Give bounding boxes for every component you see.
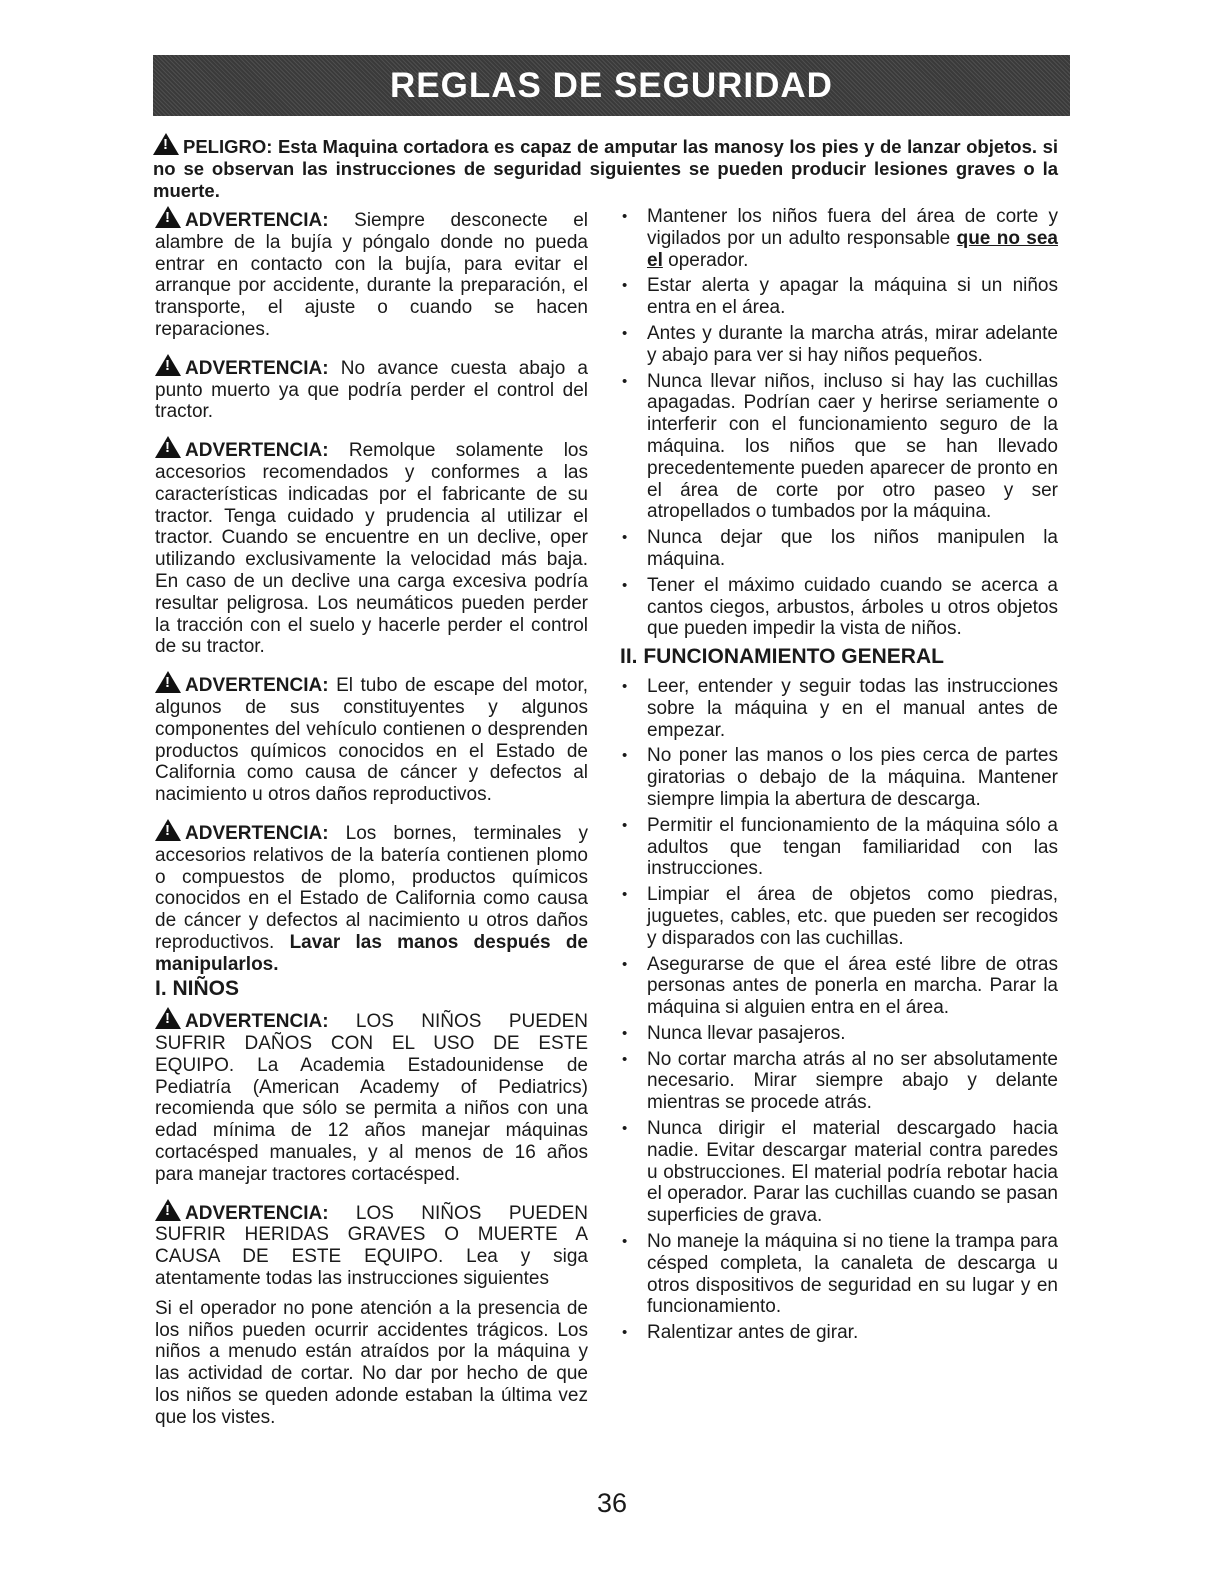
warning-paragraph [155, 436, 588, 658]
list-item: • Limpiar el área de objetos como piedras, juguetes, cables, etc. que pueden ser recogidos y disparados con las cuchillas. [620, 884, 1058, 949]
list-item: • Ralentizar antes de girar. [620, 1322, 1058, 1344]
warning-label: ADVERTENCIA: [185, 357, 329, 379]
left-column [155, 206, 588, 1442]
section-heading-ninos: I. NIÑOS [155, 976, 240, 1000]
list-item: • Nunca llevar niños, incluso si hay las cuchillas apagadas. Podrían caer y herirse seriamente o interferir con el funcionamiento seguro de la máquina. los niños que se han llevado precedentemente pueden aparecer de pronto en el área de corte por otro paseo y ser atropellados o tumbados por la máquina. [620, 371, 1058, 524]
bullet-text: Mantener los niños fuera del área de corte y vigilados por un adulto responsable [647, 206, 1058, 249]
list-item: • Estar alerta y apagar la máquina si un niños entra en el área. [620, 275, 1058, 319]
list-item: • Nunca dirigir el material descargado hacia nadie. Evitar descargar material contra paredes u obstrucciones. El material podría rebotar hacia el operador. Parar las cuchillas cuando se pasan superficies de grava. [620, 1118, 1058, 1227]
list-item [620, 206, 1058, 271]
warning-text: El tubo de escape del motor, algunos de sus constituyentes y algunos componentes del vehículo contienen o desprenden productos químicos conocidos en el Estado de California como causa de cáncer y defectos al nacimiento u otros daños reproductivos. [155, 675, 589, 806]
danger-label: PELIGRO: [183, 136, 273, 157]
right-column [620, 206, 1058, 1348]
underlined-emphasis: que no sea el [647, 227, 1058, 271]
title-banner [153, 55, 1070, 116]
warning-label: ADVERTENCIA: [185, 440, 329, 462]
warning-icon [155, 1007, 181, 1029]
warning-icon [155, 436, 181, 458]
warning-paragraph [155, 671, 588, 806]
warning-text: No avance cuesta abajo a punto muerto ya que podría perder el control del tractor. [155, 357, 588, 423]
warning-paragraph [155, 354, 588, 423]
warning-label: ADVERTENCIA: [185, 210, 329, 231]
warning-label: ADVERTENCIA: [185, 1011, 329, 1033]
list-item: • No poner las manos o los pies cerca de partes giratorias o debajo de la máquina. Mantener siempre limpia la abertura de descarga. [620, 745, 1058, 810]
warning-text: Siempre desconecte el alambre de la bujía y póngalo donde no pueda entrar en contacto con la bujía, para evitar el arranque por accidente, durante la preparación, el transporte, el ajuste o cuando se hacen reparaciones. [155, 210, 588, 340]
warning-paragraph [155, 206, 588, 341]
warning-text: LOS NIÑOS PUEDEN SUFRIR DAÑOS CON EL USO DE ESTE EQUIPO. La Academia Estadounidense de Pediatría (American Academy of Pediatrics) recomienda que sólo se permita a niños con una edad mínima de 12 años manejar máquinas cortacésped manuales, y al menos de 16 años para manejar tractores cortacésped. [155, 1011, 588, 1185]
list-item: • Nunca dejar que los niños manipulen la máquina. [620, 527, 1058, 571]
section-heading-funcionamiento: II. FUNCIONAMIENTO GENERAL [620, 645, 944, 669]
danger-notice [153, 133, 1058, 202]
warning-text: Remolque solamente los accesorios recomendados y conformes a las características indicadas por el fabricante de su tractor. Tenga cuidado y prudencia al utilizar el tractor. Cuando se encuentre en un declive, oper utilizando exclusivamente la velocidad más baja. En caso de un declive una carga excesiva podría resultar peligrosa. Los neumáticos pueden perder la tracción con el suelo y hacerle perder el control de su tractor. [155, 440, 588, 658]
warning-emphasis: Lavar las manos después de manipularlos. [155, 931, 589, 975]
list-item: • Asegurarse de que el área esté libre de otras personas antes de ponerla en marcha. Parar la máquina si alguien entra en el área. [620, 954, 1058, 1019]
danger-text: Esta Maquina cortadora es capaz de amputar las manosy los pies y de lanzar objetos. si no se observan las instrucciones de seguridad siguientes se pueden producir lesiones graves o la muerte. [153, 136, 1058, 201]
kids-bullet-list [620, 206, 1058, 640]
warning-icon [155, 671, 181, 693]
warning-paragraph [155, 819, 588, 976]
warning-text: Los bornes, terminales y accesorios relativos de la batería contienen plomo o compuestos de plomo, productos químicos conocidos en el Estado de California como causa de cáncer y defectos al nacimiento u otros daños reproductivos. [155, 822, 588, 953]
list-item: • No cortar marcha atrás al no ser absolutamente necesario. Mirar siempre abajo y delante mientras se procede atrás. [620, 1049, 1058, 1114]
warning-label: ADVERTENCIA: [185, 1202, 329, 1224]
closing-paragraph: Si el operador no pone atención a la presencia de los niños pueden ocurrir accidentes trágicos. Los niños a menudo están atraídos por la máquina y las actividad de cortar. No dar por hecho de que los niños se queden adonde estaban la última vez que los vistes. [155, 1297, 588, 1428]
page-title: REGLAS DE SEGURIDAD [390, 65, 833, 105]
list-item: • Nunca llevar pasajeros. [620, 1023, 1058, 1045]
warning-paragraph [155, 1007, 588, 1185]
page-number: 36 [596, 1488, 628, 1518]
list-item: • Permitir el funcionamiento de la máquina sólo a adultos que tengan familiaridad con las instrucciones. [620, 815, 1058, 880]
list-item: • Leer, entender y seguir todas las instrucciones sobre la máquina y en el manual antes de empezar. [620, 676, 1058, 741]
list-item: • No maneje la máquina si no tiene la trampa para césped completa, la canaleta de descarga u otros dispositivos de seguridad en su lugar y en funcionamiento. [620, 1231, 1058, 1318]
warning-label: ADVERTENCIA: [185, 675, 329, 697]
list-item: • Antes y durante la marcha atrás, mirar adelante y abajo para ver si hay niños pequeños. [620, 323, 1058, 367]
list-item: • Tener el máximo cuidado cuando se acerca a cantos ciegos, arbustos, árboles u otros objetos que pueden impedir la vista de niños. [620, 575, 1058, 640]
general-bullet-list [620, 676, 1058, 1344]
warning-icon [155, 1199, 181, 1221]
warning-icon [155, 819, 181, 841]
warning-icon [153, 133, 179, 155]
bullet-text: operador. [668, 249, 749, 271]
warning-icon [155, 354, 181, 376]
warning-icon [155, 206, 181, 228]
warning-paragraph [155, 1199, 588, 1290]
warning-text: LOS NIÑOS PUEDEN SUFRIR HERIDAS GRAVES O MUERTE A CAUSA DE ESTE EQUIPO. Lea y siga atentamente todas las instrucciones siguientes [155, 1202, 588, 1290]
warning-label: ADVERTENCIA: [185, 822, 329, 844]
